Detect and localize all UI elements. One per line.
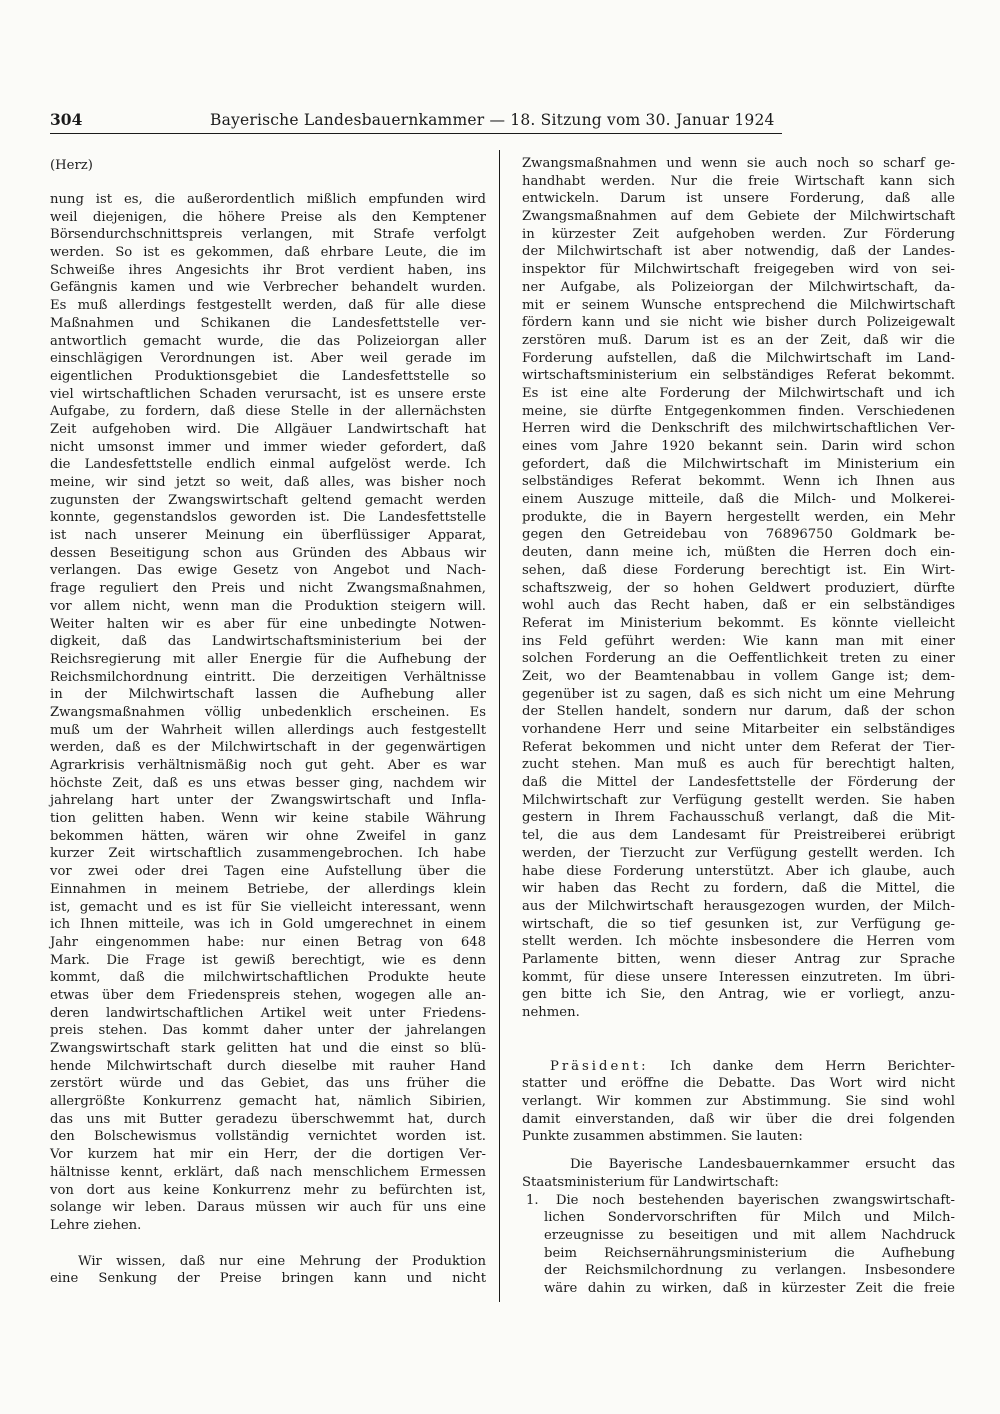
left-column: [50, 155, 486, 1288]
text-line: einem Auszuge mitteile, daß die Milch- und Molkerei-: [522, 492, 955, 508]
text-line: Schweiße ihres Angesichts ihr Brot verdient haben, ins: [50, 262, 486, 278]
text-line: handhabt werden. Nur die freie Wirtschaft kann sich: [522, 173, 955, 189]
right-column: [522, 155, 955, 1298]
text-line: etwas über dem Friedenspreis stehen, wogegen alle an-: [50, 987, 486, 1003]
president-first-line: [522, 1058, 955, 1076]
text-line: habe diese Forderung unterstützt. Aber ich glaube, auch: [522, 863, 955, 879]
text-line: aus der Milchwirtschaft herausgezogen wurden, der Milch-: [522, 898, 955, 914]
text-line: erzeugnisse zu beseitigen und mit allem Nachdruck: [544, 1227, 955, 1243]
text-line: verlangen. Das ewige Gesetz von Angebot und Nach-: [50, 563, 486, 579]
text-line: Zeit aufgehoben wird. Die Allgäuer Landwirtschaft hat: [50, 421, 486, 437]
text-line: daß die Mittel der Landesfettstelle der Förderung der: [522, 775, 955, 791]
text-line: selbständiges Referat bekommt. Wenn ich Ihnen aus: [522, 474, 955, 490]
text-line: wäre dahin zu wirken, daß in kürzester Zeit die freie: [544, 1280, 955, 1296]
text-line: Zwangsmaßnahmen völlig unbedenklich erscheinen. Es: [50, 704, 486, 720]
text-line: ich Ihnen mitteile, was ich in Gold umgerechnet in einem: [50, 917, 486, 933]
text-line: digkeit, daß das Landwirtschaftsministerium bei der: [50, 634, 486, 650]
text-line: allergrößte Konkurrenz gemacht hat, nämlich Sibirien,: [50, 1094, 486, 1110]
text-line: gen bitte ich Sie, den Antrag, wie er vorliegt, anzu-: [522, 987, 955, 1003]
text-line: vor allem nicht, wenn man die Produktion steigern will.: [50, 598, 486, 614]
text-line: nung ist es, die außerordentlich mißlich empfunden wird: [50, 192, 486, 207]
text-line: Milchwirtschaft zur Verfügung gestellt werden. Sie haben: [522, 792, 955, 808]
text-line: Reichsmilchordnung eintritt. Die derzeitigen Verhältnisse: [50, 669, 486, 685]
text-line: dessen Beseitigung schon aus Gründen des Abbaus wir: [50, 545, 486, 561]
text-line: Reichsregierung mit aller Energie für die Aufhebung der: [50, 651, 486, 667]
text-line: Die Bayerische Landesbauernkammer ersucht das: [570, 1157, 955, 1173]
text-line: nicht umsonst immer und immer wieder gefordert, daß: [50, 439, 486, 455]
text-line: Zwangsmaßnahmen und wenn sie auch noch so scharf ge-: [522, 156, 955, 171]
text-line: zugunsten der Zwangswirtschaft geltend gemacht werden: [50, 492, 486, 508]
text-line: weil diejenigen, die höhere Preise als den Kemptener: [50, 209, 486, 225]
text-line: jahrelang hart unter der Zwangswirtschaft und Infla-: [50, 793, 486, 809]
text-line: Staatsministerium für Landwirtschaft:: [522, 1174, 779, 1190]
text-line: in kürzester Zeit aufgehoben werden. Zur Förderung: [522, 226, 955, 242]
text-line: inspektor für Milchwirtschaft freigegeben wird von sei-: [522, 262, 955, 278]
text-line: gefordert, daß die Milchwirtschaft im Ministerium ein: [522, 456, 955, 472]
resolution: [522, 1156, 955, 1298]
text-line: vorhandene Herr und seine Mitarbeiter ein selbständiges: [522, 722, 955, 737]
text-line: wirtschaft, die so tief gesunken ist, zur Verfügung ge-: [522, 916, 955, 932]
president-first-line-text: Ich danke dem Herrn Berichter-: [670, 1058, 955, 1074]
speaker-tag: (Herz): [50, 158, 93, 173]
text-line: sehen, daß diese Forderung berechtigt ist. Ein Wirt-: [522, 562, 955, 578]
text-line: fördern kann und sie nicht wie bisher durch Polizeigewalt: [522, 315, 955, 331]
text-line: werden, der Tierzucht zur Verfügung gestellt werden. Ich: [522, 845, 955, 861]
text-line: der Milchwirtschaft ist aber notwendig, daß der Landes-: [522, 244, 955, 260]
text-line: vor zwei oder drei Tagen eine Aufstellung über die: [50, 864, 486, 880]
text-line: Einnahmen in meinem Betriebe, der allerdings klein: [50, 881, 486, 897]
left-paragraph-1: [50, 191, 486, 1235]
text-line: der Stellen handelt, sondern nur darum, daß der schon: [522, 704, 955, 720]
text-line: zerstören muß. Darum ist es an der Zeit, daß wir die: [522, 332, 955, 348]
text-line: gegen den Getreidebau von 76896750 Goldmark be-: [522, 527, 955, 543]
text-line: statter und eröffne die Debatte. Das Wort wird nicht: [522, 1076, 955, 1092]
text-line: preis stehen. Das kommt daher unter der jahrelangen: [50, 1023, 486, 1039]
text-line: mit er seinem Wunsche entsprechend die Milchwirtschaft: [522, 297, 955, 313]
column-divider: [499, 150, 500, 1302]
text-line: Es muß allerdings festgestellt werden, daß für alle diese: [50, 298, 486, 314]
text-line: gestern in Ihrem Fachausschuß verlangt, daß die Mit-: [522, 810, 955, 826]
text-line: Agrarkrisis verhältnismäßig noch gut geht. Aber es war: [50, 758, 486, 773]
text-line: kommt, für diese unsere Interessen einzutreten. Im übri-: [522, 969, 955, 985]
text-line: muß um der Wahrheit willen allerdings auch festgestellt: [50, 722, 486, 738]
text-line: verlangt. Wir kommen zur Abstimmung. Sie sind wohl: [522, 1094, 955, 1110]
text-line: solange wir leben. Daraus müssen wir auch für uns eine: [50, 1200, 486, 1216]
text-line: kommt, daß die milchwirtschaftlichen Produkte heute: [50, 970, 486, 986]
text-line: stellt werden. Ich möchte insbesondere die Herren vom: [522, 934, 955, 950]
left-paragraph-2: [50, 1253, 486, 1288]
right-paragraph-1: [522, 155, 955, 1022]
running-title: Bayerische Landesbauernkammer — 18. Sitzung vom 30. Januar 1924: [210, 111, 775, 129]
text-line: Herren wird die Denkschrift des milchwirtschaftlichen Ver-: [522, 421, 955, 437]
text-line: Referat im Ministerium bekommt. Es könnte vielleicht: [522, 615, 955, 631]
text-line: ins Feld geführt werden: Wie kann man mit einer: [522, 633, 955, 649]
text-line: hältnisse kennt, erklärt, daß nach menschlichem Ermessen: [50, 1164, 486, 1180]
text-line: deuten, dann meine ich, müßten die Herren doch ein-: [522, 545, 955, 561]
text-line: tion gelitten haben. Wenn wir keine stabile Währung: [50, 811, 486, 827]
text-line: schaftszweig, der so hohen Geldwert produziert, dürfte: [522, 580, 955, 596]
text-line: eine Senkung der Preise bringen kann und nicht: [50, 1271, 486, 1287]
text-line: werden, daß es der Milchwirtschaft in der gegenwärtigen: [50, 740, 486, 756]
text-line: bekommen hätten, wären wir ohne Zweifel in ganz: [50, 828, 486, 844]
text-line: konnte, gegenstandslos geworden ist. Die Landesfettstelle: [50, 510, 486, 526]
text-line: produkte, die in Bayern hergestellt werden, ein Mehr: [522, 509, 955, 525]
text-line: ner Aufgabe, als Polizeiorgan der Milchwirtschaft, da-: [522, 279, 955, 295]
text-line: viel wirtschaftlichen Schaden verursacht, ist es unsere erste: [50, 386, 486, 402]
page-number: 304: [50, 110, 83, 129]
text-line: lichen Sondervorschriften für Milch und Milch-: [544, 1210, 955, 1226]
text-line: zucht stehen. Man muß es auch für berechtigt halten,: [522, 757, 955, 773]
president-lines: [522, 1075, 955, 1146]
text-line: von dort aus keine Konkurrenz mehr zu befürchten ist,: [50, 1182, 486, 1198]
text-line: der Reichsmilchordnung zu verlangen. Insbesondere: [544, 1263, 955, 1279]
text-line: kurzer Zeit wirtschaftlich zusammengebrochen. Ich habe: [50, 846, 486, 862]
text-line: Forderung aufstellen, daß die Milchwirtschaft im Land-: [522, 350, 955, 366]
text-line: antwortlich gemacht wurde, die das Polizeiorgan aller: [50, 333, 486, 349]
text-line: Lehre ziehen.: [50, 1217, 142, 1233]
text-line: [526, 1192, 955, 1210]
text-line: Maßnahmen und Schikanen die Landesfettstelle ver-: [50, 315, 486, 331]
text-line: Referat bekommen und nicht unter dem Referat der Tier-: [522, 739, 955, 755]
president-statement: [522, 1058, 955, 1146]
text-line: einschlägigen Verordnungen ist. Aber weil gerade im: [50, 351, 486, 367]
text-line: Punkte zusammen abstimmen. Sie lauten:: [522, 1129, 803, 1145]
text-line: beim Reichsernährungsministerium die Aufhebung: [544, 1245, 955, 1261]
text-line: damit einverstanden, daß wir über die drei folgenden: [522, 1111, 955, 1127]
resolution-intro: [522, 1156, 955, 1191]
text-line: Es ist eine alte Forderung der Milchwirtschaft und ich: [522, 385, 955, 401]
text-line: wirtschaftsministerium ein selbständiges Referat bekommt.: [522, 368, 955, 384]
text-line: ist, gemacht und es ist für Sie vielleicht interessant, wenn: [50, 899, 486, 915]
president-label: Präsident:: [550, 1058, 649, 1074]
text-line: nehmen.: [522, 1005, 580, 1020]
text-line: Zwangswirtschaft stark gelitten hat und die einst so blü-: [50, 1041, 486, 1056]
item-text: Die noch bestehenden bayerischen zwangswirtschaft-: [542, 1192, 955, 1208]
text-line: Weiter halten wir es aber für eine unbedingte Notwen-: [50, 616, 486, 632]
text-line: Börsendurchschnittspreis verlangen, mit Strafe verfolgt: [50, 227, 486, 243]
item-number: 1.: [526, 1192, 539, 1208]
text-line: entwickeln. Darum ist unsere Forderung, daß alle: [522, 191, 955, 207]
text-line: meine, wir sind jetzt so weit, daß alles, was bisher noch: [50, 475, 486, 490]
text-line: das uns mit Butter geradezu überschwemmt hat, durch: [50, 1111, 486, 1127]
running-head: [50, 110, 780, 129]
text-line: frage reguliert den Preis und nicht Zwangsmaßnahmen,: [50, 581, 486, 597]
text-line: Jahr eingenommen habe: nur einen Betrag von 648: [50, 934, 486, 950]
text-line: die Landesfettstelle endlich einmal aufgelöst werde. Ich: [50, 457, 486, 473]
text-line: hende Milchwirtschaft durch dieselbe mit rauher Hand: [50, 1058, 486, 1074]
text-line: Wir wissen, daß nur eine Mehrung der Produktion: [78, 1253, 486, 1269]
text-line: gegenüber ist zu sagen, daß es sich nicht um eine Mehrung: [522, 686, 955, 702]
text-line: eines vom Jahre 1920 bekannt sein. Darin wird schon: [522, 439, 955, 454]
text-line: den Bolschewismus vollständig vernichtet worden ist.: [50, 1129, 486, 1145]
resolution-item-1: [522, 1192, 955, 1298]
text-line: Vor kurzem hat mir ein Herr, der die dortigen Ver-: [50, 1147, 486, 1163]
text-line: Gefängnis kamen und wie Verbrecher behandelt wurden.: [50, 280, 486, 296]
text-line: tel, die aus dem Landesamt für Preistreiberei erübrigt: [522, 828, 955, 844]
text-line: in der Milchwirtschaft lassen die Aufhebung aller: [50, 687, 486, 703]
text-line: solchen Forderung an die Oeffentlichkeit treten zu einer: [522, 651, 955, 667]
text-line: Mark. Die Frage ist gewiß berechtigt, wie es denn: [50, 952, 486, 968]
text-line: Zeit, wo der Beamtenabbau in vollem Gange ist; dem-: [522, 668, 955, 684]
text-line: meine, sie dürfte Entgegenkommen finden. Verschiedenen: [522, 403, 955, 419]
text-line: Zwangsmaßnahmen auf dem Gebiete der Milchwirtschaft: [522, 209, 955, 225]
text-line: eigentlichen Produktionsgebiet die Landesfettstelle so: [50, 368, 486, 384]
text-line: Parlamente bitten, wenn dieser Antrag zur Sprache: [522, 951, 955, 967]
header-rule: [50, 133, 782, 134]
text-line: wir haben das Recht zu fordern, daß die Mittel, die: [522, 881, 955, 897]
text-line: werden. So ist es gekommen, daß ehrbare Leute, die im: [50, 245, 486, 261]
text-line: wohl auch das Recht haben, daß er ein selbständiges: [522, 598, 955, 614]
text-line: zerstört würde und das Gebiet, das uns früher die: [50, 1076, 486, 1092]
text-line: ist nach unserer Meinung ein überflüssiger Apparat,: [50, 528, 486, 544]
text-line: Aufgabe, zu fordern, daß diese Stelle in der allernächsten: [50, 404, 486, 420]
text-line: deren landwirtschaftlichen Artikel weit unter Friedens-: [50, 1005, 486, 1021]
text-line: höchste Zeit, daß es uns etwas besser ging, nachdem wir: [50, 775, 486, 791]
